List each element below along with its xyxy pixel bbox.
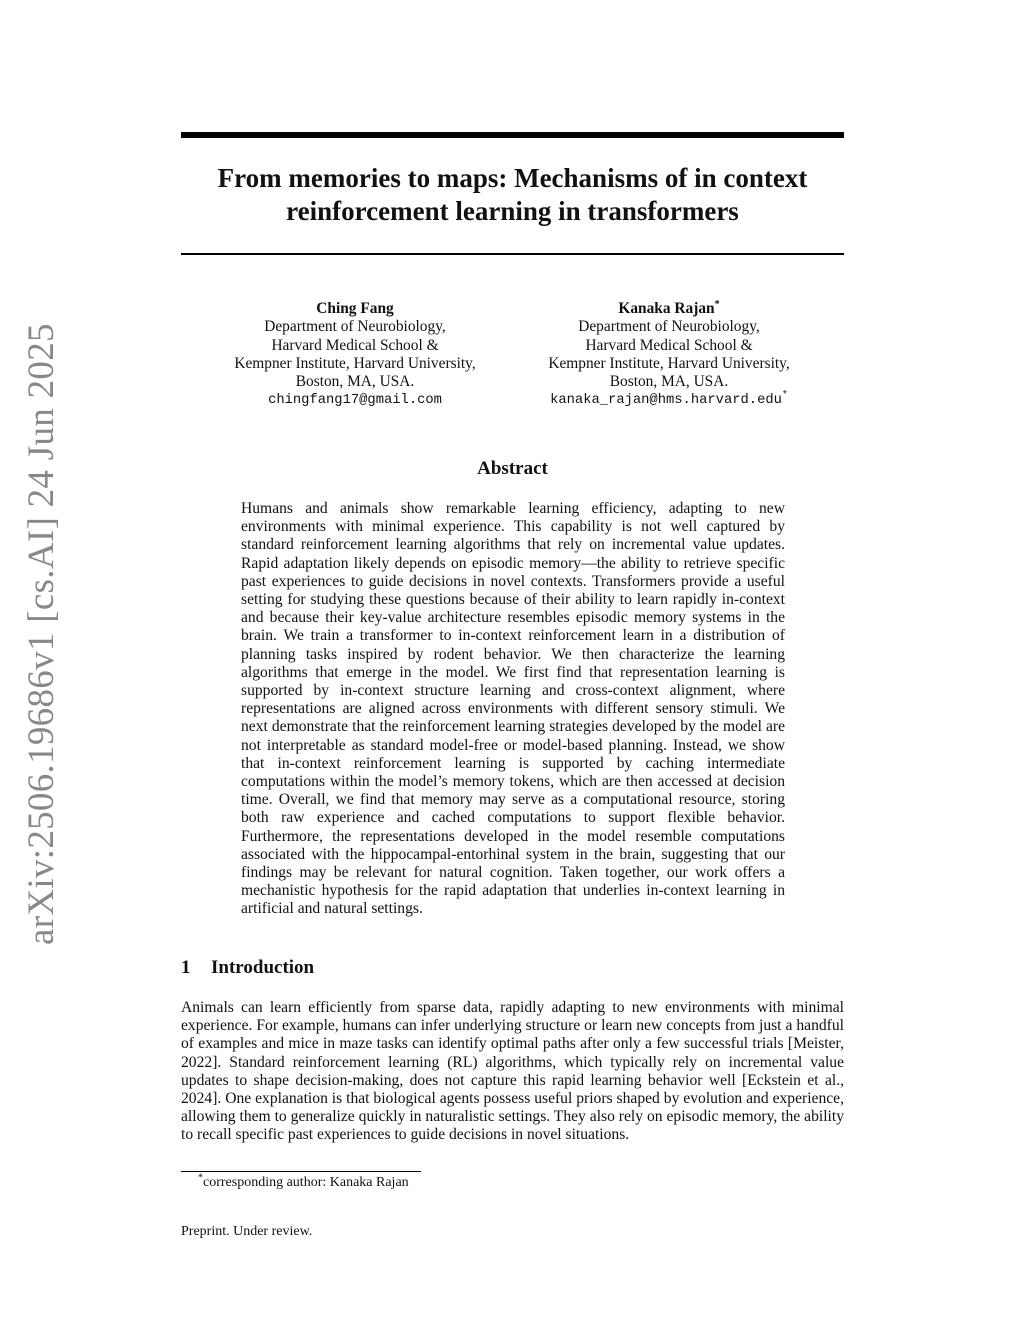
footnote: *corresponding author: Kanaka Rajan (198, 1172, 409, 1190)
author-affiliation-line: Boston, MA, USA. (609, 373, 729, 391)
author-name: Kanaka Rajan* (618, 298, 720, 317)
preprint-notice: Preprint. Under review. (181, 1224, 313, 1239)
author-affiliation-line: Department of Neurobiology, (578, 318, 760, 336)
author-affiliation-line: Boston, MA, USA. (295, 373, 415, 391)
author-block (220, 300, 490, 411)
author-email[interactable]: kanaka_rajan@hms.harvard.edu* (550, 390, 788, 409)
arxiv-side-stamp: arXiv:2506.19686v1 [cs.AI] 24 Jun 2025 (21, 323, 62, 945)
footnote-marker: * (198, 1172, 203, 1184)
author-affiliation-line: Kempner Institute, Harvard University, (234, 354, 476, 372)
section-number: 1 (181, 957, 191, 978)
author-affiliation-line: Harvard Medical School & (271, 336, 439, 354)
title-top-rule (181, 132, 844, 138)
footnote-marker: * (781, 390, 788, 402)
author-name: Ching Fang (316, 300, 394, 317)
section-heading-introduction (181, 957, 314, 979)
section-title: Introduction (211, 957, 315, 978)
author-email[interactable]: chingfang17@gmail.com (268, 393, 442, 409)
footnote-marker: * (714, 298, 720, 310)
abstract-body: Humans and animals show remarkable learning efficiency, adapting to new environments with minimal experience. This capability is not well captured by standard reinforcement learning algorithms that rely on incremental value updates. Rapid adaptation likely depends on episodic memory—the ability to retrieve specific past experiences to guide decisions in novel contexts. Transformers provide a useful setting for studying these questions because of their ability to learn rapidly in-context and because their key-value architecture resembles episodic memory systems in the brain. We train a transformer to in-context reinforcement learn in a distribution of planning tasks inspired by rodent behavior. We then characterize the learning algorithms that emerge in the model. We first find that representation learning is supported by in-context structure learning and cross-context alignment, where representations are aligned across environments with different sensory stimuli. We next demonstrate that the reinforcement learning strategies developed by the model are not interpretable as standard model-free or model-based planning. Instead, we show that in-context reinforcement learning is supported by caching intermediate computations within the model’s memory tokens, which are then accessed at decision time. Overall, we find that memory may serve as a computational resource, storing both raw experience and cached computations to support flexible behavior. Furthermore, the representations developed in the model resemble computations associated with the hippocampal-entorhinal system in the brain, suggesting that our findings may be relevant for natural cognition. Taken together, our work offers a mechanistic hypothesis for the rapid adaptation that underlies in-context learning in artificial and natural settings. (241, 500, 785, 918)
abstract-heading: Abstract (477, 458, 548, 479)
author-affiliation-line: Kempner Institute, Harvard University, (548, 354, 790, 372)
introduction-paragraph: Animals can learn efficiently from sparse data, rapidly adapting to new environments with minimal experience. For example, humans can infer underlying structure or learn new concepts from just a handful of examples and mice in maze tasks can identify optimal paths after only a few successful trials [Meister, 2022]. Standard reinforcement learning (RL) algorithms, which typically rely on incremental value updates to shape decision-making, does not capture this rapid learning behavior well [Eckstein et al., 2024]. One explanation is that biological agents possess useful priors shaped by evolution and experience, allowing them to generalize quickly in naturalistic settings. They also rely on episodic memory, the ability to recall specific past experiences to guide decisions in novel situations. (181, 999, 844, 1144)
footnote-rule (181, 1171, 421, 1172)
author-block (528, 300, 810, 411)
author-affiliation-line: Department of Neurobiology, (264, 318, 446, 336)
author-affiliation-line: Harvard Medical School & (585, 336, 753, 354)
paper-title: From memories to maps: Mechanisms of in context reinforcement learning in transformers (217, 163, 808, 226)
title-bottom-rule (181, 253, 844, 255)
